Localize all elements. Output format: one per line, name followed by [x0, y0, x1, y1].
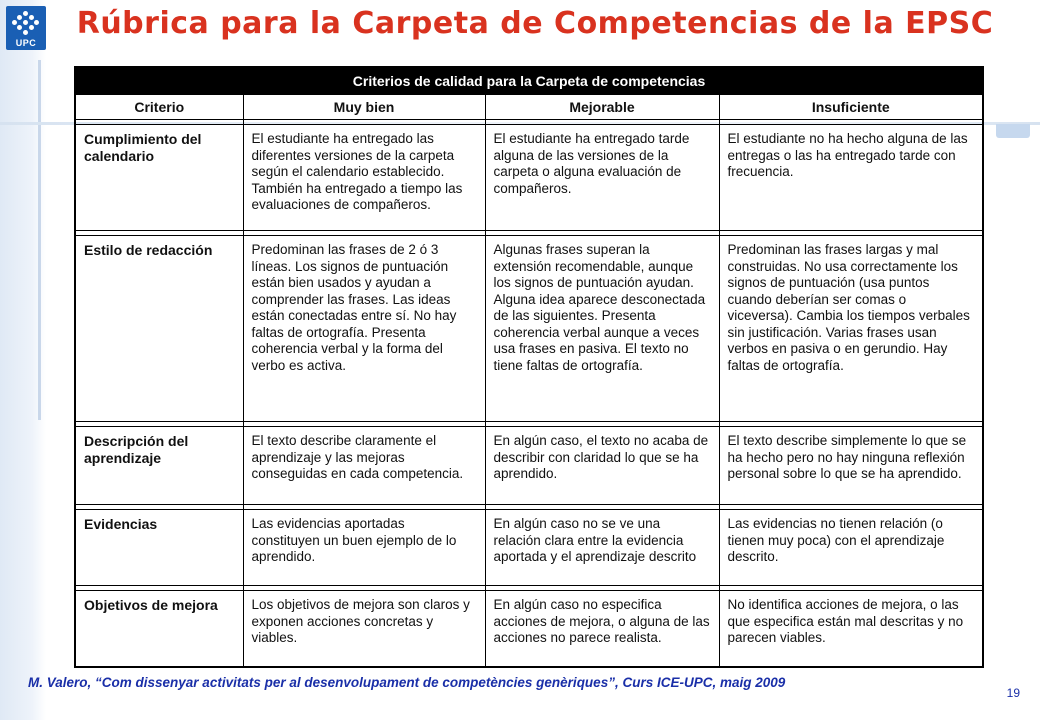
insuficiente-cell: Predominan las frases largas y mal construidas. No usa correctamente los signos de puntuación (usa puntos cuando deberían ser comas o viceversa). Cambia los tiempos verbales sin justificación. Varias frases usan verbos en pasiva o en gerundio. Hay faltas de ortografía. [719, 236, 983, 422]
mejorable-cell: Algunas frases superan la extensión recomendable, aunque los signos de puntuación ayudan. Alguna idea aparece desconectada de las siguientes. Presenta coherencia verbal aunque a veces usa frases en pasiva. El texto no tiene faltas de ortografía. [485, 236, 719, 422]
logo-text: UPC [15, 38, 37, 48]
muy-bien-cell: El estudiante ha entregado las diferentes versiones de la carpeta según el calendario establecido. También ha entregado a tiempo las evaluaciones de compañeros. [243, 125, 485, 231]
page-number: 19 [1006, 686, 1020, 700]
muy-bien-cell: El texto describe claramente el aprendizaje y las mejoras conseguidas en cada competencia. [243, 427, 485, 505]
muy-bien-cell: Los objetivos de mejora son claros y exponen acciones concretas y viables. [243, 591, 485, 667]
insuficiente-cell: El estudiante no ha hecho alguna de las entregas o las ha entregado tarde con frecuencia. [719, 125, 983, 231]
table-row [75, 236, 983, 422]
mejorable-cell: En algún caso no especifica acciones de mejora, o alguna de las acciones no parece realista. [485, 591, 719, 667]
column-header-criterio: Criterio [75, 95, 243, 120]
insuficiente-cell: El texto describe simplemente lo que se ha hecho pero no hay ninguna reflexión personal sobre lo que se ha aprendido. [719, 427, 983, 505]
mejorable-cell: En algún caso, el texto no acaba de describir con claridad lo que se ha aprendido. [485, 427, 719, 505]
muy-bien-cell: Las evidencias aportadas constituyen un buen ejemplo de lo aprendido. [243, 510, 485, 586]
column-header-muy-bien: Muy bien [243, 95, 485, 120]
table-row [75, 427, 983, 505]
criterion-cell: Estilo de redacción [75, 236, 243, 422]
left-decor-line [38, 60, 41, 420]
criterion-cell: Cumplimiento del calendario [75, 125, 243, 231]
table-row [75, 125, 983, 231]
right-decor-tab [996, 124, 1030, 138]
table-row [75, 510, 983, 586]
upc-logo [6, 6, 46, 50]
mejorable-cell: En algún caso no se ve una relación clara entre la evidencia aportada y el aprendizaje descrito [485, 510, 719, 586]
citation-footer: M. Valero, “Com dissenyar activitats per al desenvolupament de competències genèriques”, Curs ICE-UPC, maig 2009 [28, 675, 786, 690]
table-caption-row [75, 67, 983, 95]
criterion-cell: Descripción del aprendizaje [75, 427, 243, 505]
table-caption: Criterios de calidad para la Carpeta de competencias [75, 67, 983, 95]
table-row [75, 591, 983, 667]
insuficiente-cell: Las evidencias no tienen relación (o tienen muy poca) con el aprendizaje descrito. [719, 510, 983, 586]
column-header-insuficiente: Insuficiente [719, 95, 983, 120]
logo-dots-icon [12, 11, 40, 35]
insuficiente-cell: No identifica acciones de mejora, o las que especifica están mal descritas y no parecen viables. [719, 591, 983, 667]
muy-bien-cell: Predominan las frases de 2 ó 3 líneas. Los signos de puntuación están bien usados y ayudan a comprender las frases. Las ideas están conectadas entre sí. No hay faltas de ortografía. Presenta coherencia verbal y la forma del verbo es activa. [243, 236, 485, 422]
slide-title: Rúbrica para la Carpeta de Competencias de la EPSC [76, 6, 994, 41]
rubric-table [74, 66, 984, 668]
criterion-cell: Objetivos de mejora [75, 591, 243, 667]
column-header-mejorable: Mejorable [485, 95, 719, 120]
table-header-row [75, 95, 983, 120]
mejorable-cell: El estudiante ha entregado tarde alguna de las versiones de la carpeta o alguna evaluación de compañeros. [485, 125, 719, 231]
criterion-cell: Evidencias [75, 510, 243, 586]
